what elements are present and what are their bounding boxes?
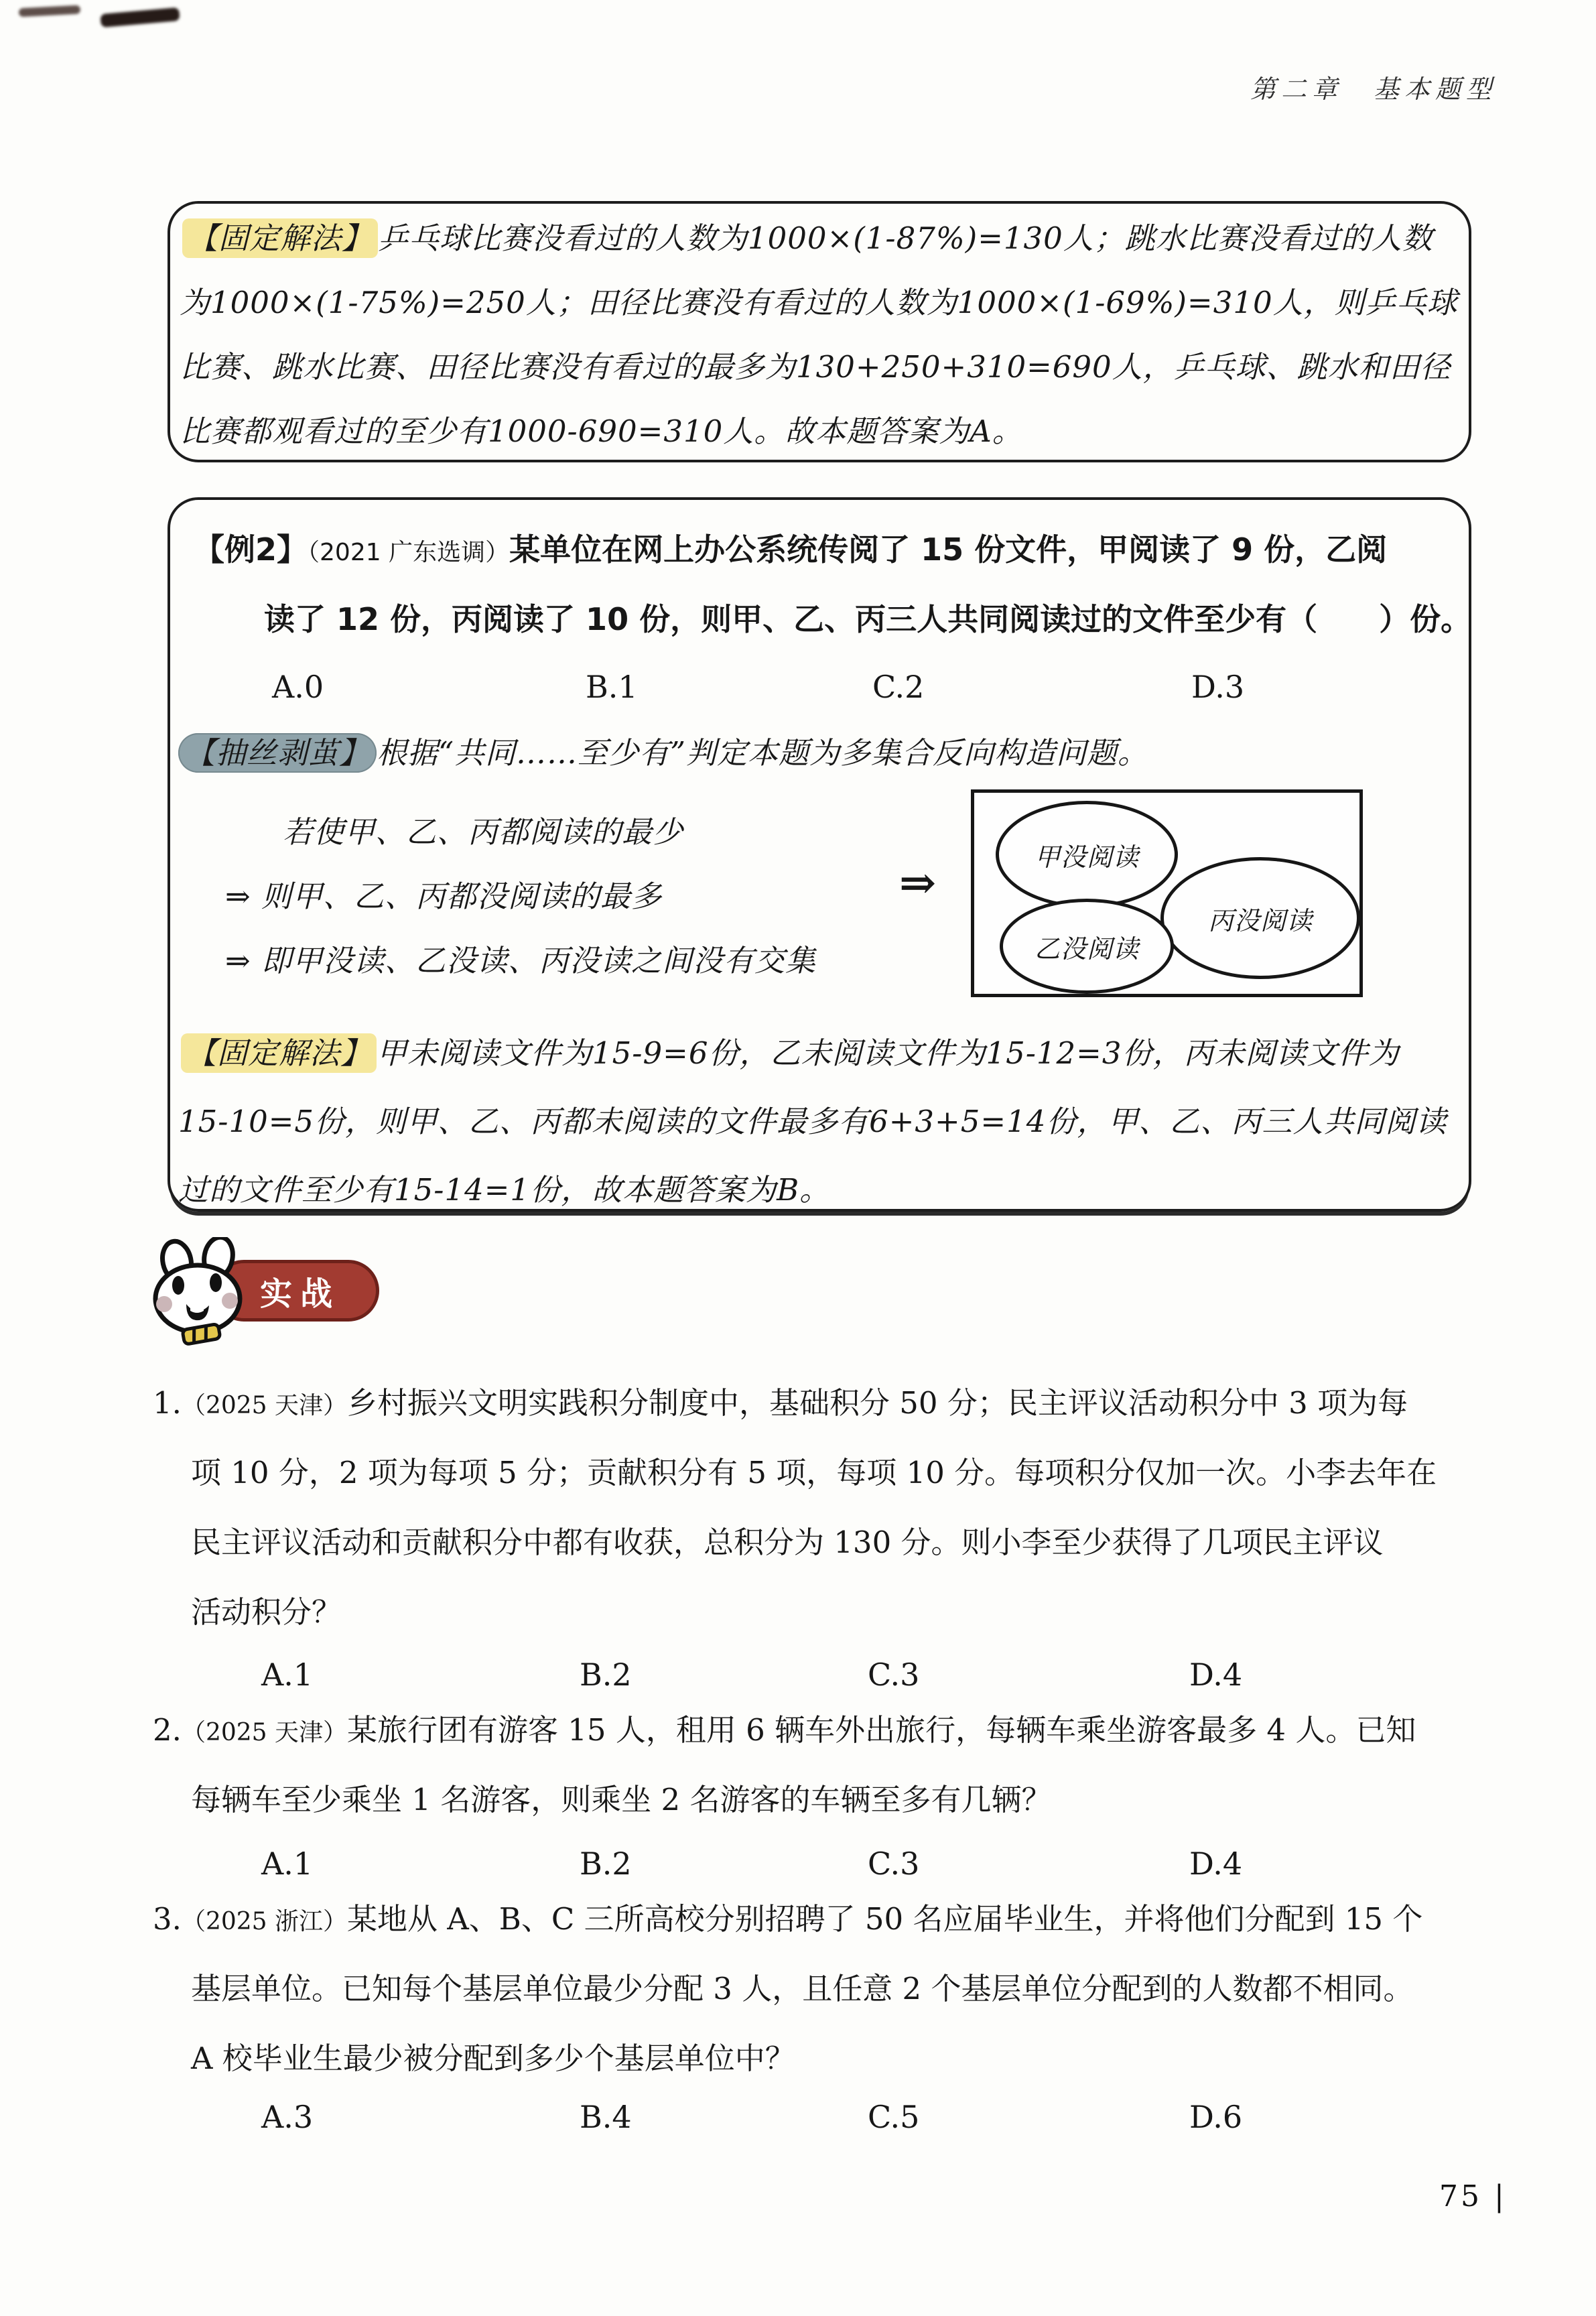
option-d: D.4 <box>1189 1846 1243 1882</box>
question-text: 民主评议活动和贡献积分中都有收获，总积分为 130 分。则小李至少获得了几项民主评议 <box>191 1525 1384 1560</box>
option-c: C.3 <box>868 1657 920 1693</box>
derivation-line: ⇒ 即甲没读、乙没读、丙没读之间没有交集 <box>225 943 817 978</box>
page-number: 75 | <box>1439 2179 1507 2213</box>
option-a: A.1 <box>261 1846 314 1882</box>
question-source: （2025 浙江） <box>181 1908 347 1935</box>
question-text: 每辆车至少乘坐 1 名游客，则乘坐 2 名游客的车辆至多有几辆？ <box>191 1782 1052 1817</box>
derivation-line: ⇒ 则甲、乙、丙都没阅读的最多 <box>225 879 663 914</box>
option-a: A.3 <box>261 2099 314 2135</box>
option-d: D.4 <box>1189 1657 1243 1693</box>
venn-diagram <box>971 789 1363 997</box>
question-number: 2. <box>153 1712 182 1748</box>
question-source: （2025 天津） <box>181 1719 347 1746</box>
scan-smudge <box>19 5 81 17</box>
rabbit-mascot-icon <box>142 1237 257 1346</box>
question-text: 某旅行团有游客 15 人，租用 6 辆车外出旅行，每辆车乘坐游客最多 4 人。已知 <box>347 1712 1416 1748</box>
example-box <box>168 497 1471 1212</box>
option-b: B.4 <box>580 2099 632 2135</box>
chapter-header: 第二章 基本题型 <box>1250 74 1497 104</box>
option-d: D.6 <box>1189 2099 1243 2135</box>
question-text: 项 10 分，2 项为每项 5 分；贡献积分有 5 项，每项 10 分。每项积分仅加一次。小李去年在 <box>191 1455 1437 1490</box>
analysis-text: 根据“共同……至少有”判定本题为多集合反向构造问题。 <box>377 735 1149 771</box>
implies-arrow: ⇒ <box>899 856 937 909</box>
question-text: A 校毕业生最少被分配到多少个基层单位中？ <box>191 2041 795 2076</box>
example-source: （2021 广东选调） <box>308 539 510 566</box>
example-label: 【例2】 <box>194 531 308 568</box>
solution-text: 比赛都观看过的至少有1000-690=310人。故本题答案为A。 <box>180 413 1023 449</box>
oval-jia-not-read: 甲没阅读 <box>996 801 1178 908</box>
question-text: 基层单位。已知每个基层单位最少分配 3 人，且任意 2 个基层单位分配到的人数都不相同。 <box>191 1971 1414 2006</box>
solution-label: 【固定解法】 <box>181 1033 377 1073</box>
solution-label: 【固定解法】 <box>182 218 378 258</box>
solution-text: 为1000×(1-75%)=250人；田径比赛没有看过的人数为1000×(1-69%)=310人，则乒乓球 <box>180 285 1458 320</box>
derivation-line: 若使甲、乙、丙都阅读的最少 <box>283 814 684 850</box>
question-number: 3. <box>153 1901 182 1937</box>
option-d: D.3 <box>1191 669 1245 705</box>
option-b: B.2 <box>580 1846 632 1882</box>
example-stem: 读了 12 份，丙阅读了 10 份，则甲、乙、丙三人共同阅读过的文件至少有（ ）份。 <box>264 601 1472 637</box>
analysis-label: 【抽丝剥茧】 <box>178 733 377 773</box>
option-c: C.5 <box>868 2099 920 2135</box>
oval-bing-not-read: 丙没阅读 <box>1160 857 1360 979</box>
option-a: A.1 <box>261 1657 314 1693</box>
question-text: 某地从 A、B、C 三所高校分别招聘了 50 名应届毕业生，并将他们分配到 15 个 <box>347 1901 1423 1937</box>
option-b: B.1 <box>586 669 638 705</box>
question-text: 乡村振兴文明实践积分制度中，基础积分 50 分；民主评议活动积分中 3 项为每 <box>347 1385 1408 1421</box>
practice-badge: 实战 <box>213 1260 379 1322</box>
option-a: A.0 <box>272 669 324 705</box>
solution-text: 15-10=5份，则甲、乙、丙都未阅读的文件最多有6+3+5=14份，甲、乙、丙三人共同阅读 <box>178 1104 1447 1139</box>
solution-text: 过的文件至少有15-14=1份，故本题答案为B。 <box>178 1172 831 1208</box>
question-source: （2025 天津） <box>181 1392 347 1419</box>
question-text: 活动积分？ <box>191 1594 342 1630</box>
option-c: C.2 <box>872 669 925 705</box>
solution-text: 甲未阅读文件为15-9=6份，乙未阅读文件为15-12=3份，丙未阅读文件为 <box>377 1035 1400 1071</box>
option-b: B.2 <box>580 1657 632 1693</box>
solution-box-1 <box>168 201 1471 462</box>
question-number: 1. <box>153 1385 182 1421</box>
oval-yi-not-read: 乙没阅读 <box>1000 899 1174 994</box>
option-c: C.3 <box>868 1846 920 1882</box>
solution-text: 比赛、跳水比赛、田径比赛没有看过的最多为130+250+310=690人，乒乓球、跳水和田径 <box>180 349 1451 385</box>
solution-text: 乒乓球比赛没看过的人数为1000×(1-87%)=130人；跳水比赛没看过的人数 <box>378 220 1433 256</box>
scan-smudge <box>100 7 180 27</box>
example-stem: 某单位在网上办公系统传阅了 15 份文件，甲阅读了 9 份，乙阅 <box>509 531 1388 568</box>
